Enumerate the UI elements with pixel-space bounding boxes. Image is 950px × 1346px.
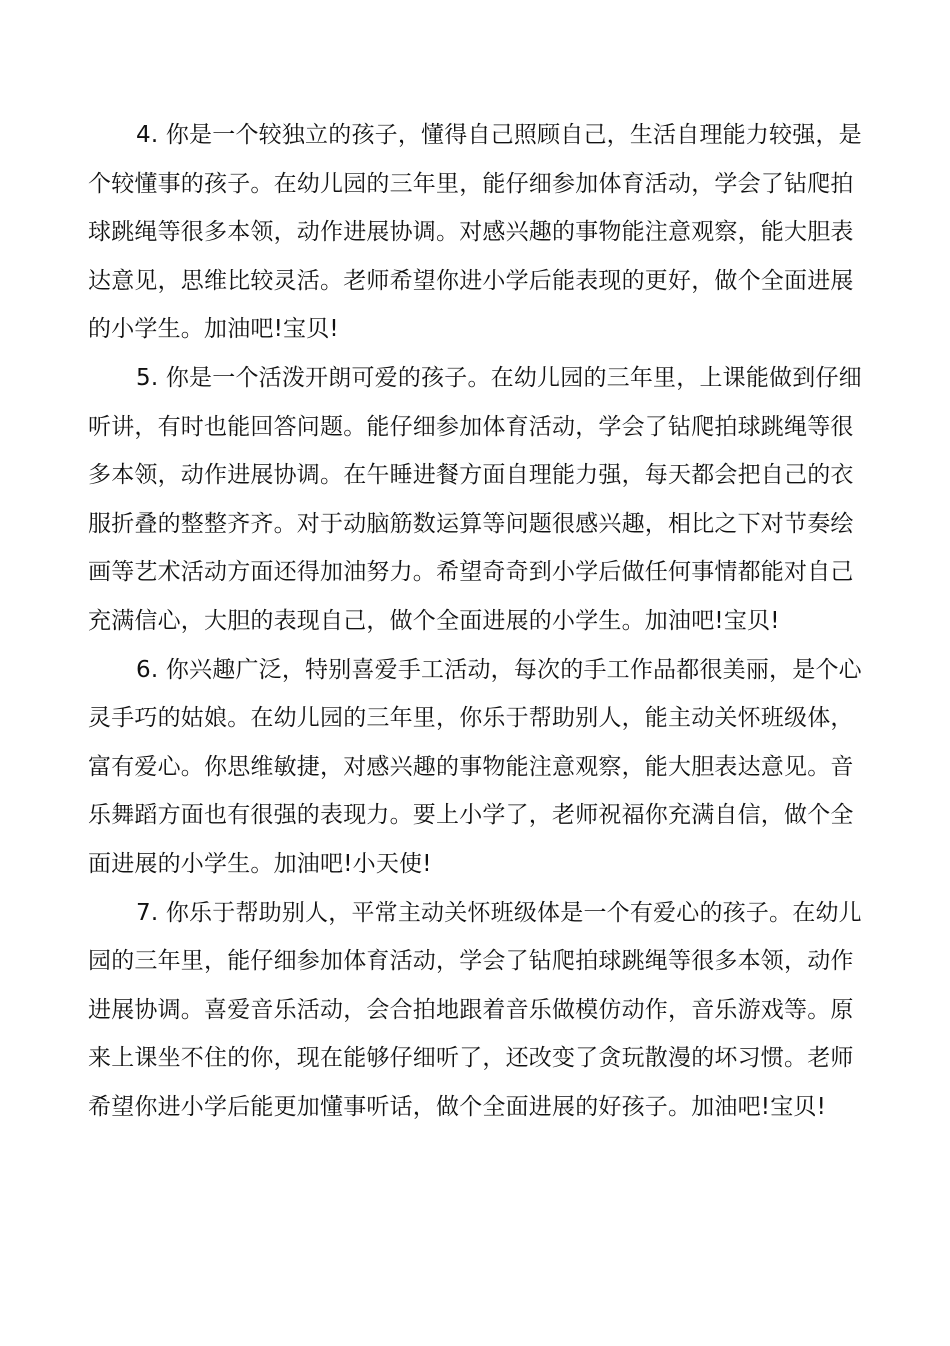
document-body bbox=[88, 111, 862, 1131]
paragraph-comment-5: 5. 你是一个活泼开朗可爱的孩子。在幼儿园的三年里，上课能做到仔细听讲，有时也能回答问题。能仔细参加体育活动，学会了钻爬拍球跳绳等很多本领，动作进展协调。在午睡进餐方面自理能力强，每天都会把自己的衣服折叠的整整齐齐。对于动脑筋数运算等问题很感兴趣，相比之下对节奏绘画等艺术活动方面还得加油努力。希望奇奇到小学后做任何事情都能对自己充满信心，大胆的表现自己，做个全面进展的小学生。加油吧!宝贝! bbox=[88, 364, 862, 634]
paragraph-comment-7: 7. 你乐于帮助别人，平常主动关怀班级体是一个有爱心的孩子。在幼儿园的三年里，能仔细参加体育活动，学会了钻爬拍球跳绳等很多本领，动作进展协调。喜爱音乐活动，会合拍地跟着音乐做模仿动作，音乐游戏等。原来上课坐不住的你，现在能够仔细听了，还改变了贪玩散漫的坏习惯。老师希望你进小学后能更加懂事听话，做个全面进展的好孩子。加油吧!宝贝! bbox=[88, 899, 862, 1120]
paragraph-comment-6: 6. 你兴趣广泛，特别喜爱手工活动，每次的手工作品都很美丽，是个心灵手巧的姑娘。在幼儿园的三年里，你乐于帮助别人，能主动关怀班级体，富有爱心。你思维敏捷，对感兴趣的事物能注意观察，能大胆表达意见。音乐舞蹈方面也有很强的表现力。要上小学了，老师祝福你充满自信，做个全面进展的小学生。加油吧!小天使! bbox=[88, 656, 862, 877]
paragraph-comment-4: 4. 你是一个较独立的孩子，懂得自己照顾自己，生活自理能力较强，是个较懂事的孩子。在幼儿园的三年里，能仔细参加体育活动，学会了钻爬拍球跳绳等很多本领，动作进展协调。对感兴趣的事物能注意观察，能大胆表达意见，思维比较灵活。老师希望你进小学后能表现的更好，做个全面进展的小学生。加油吧!宝贝! bbox=[88, 122, 862, 343]
